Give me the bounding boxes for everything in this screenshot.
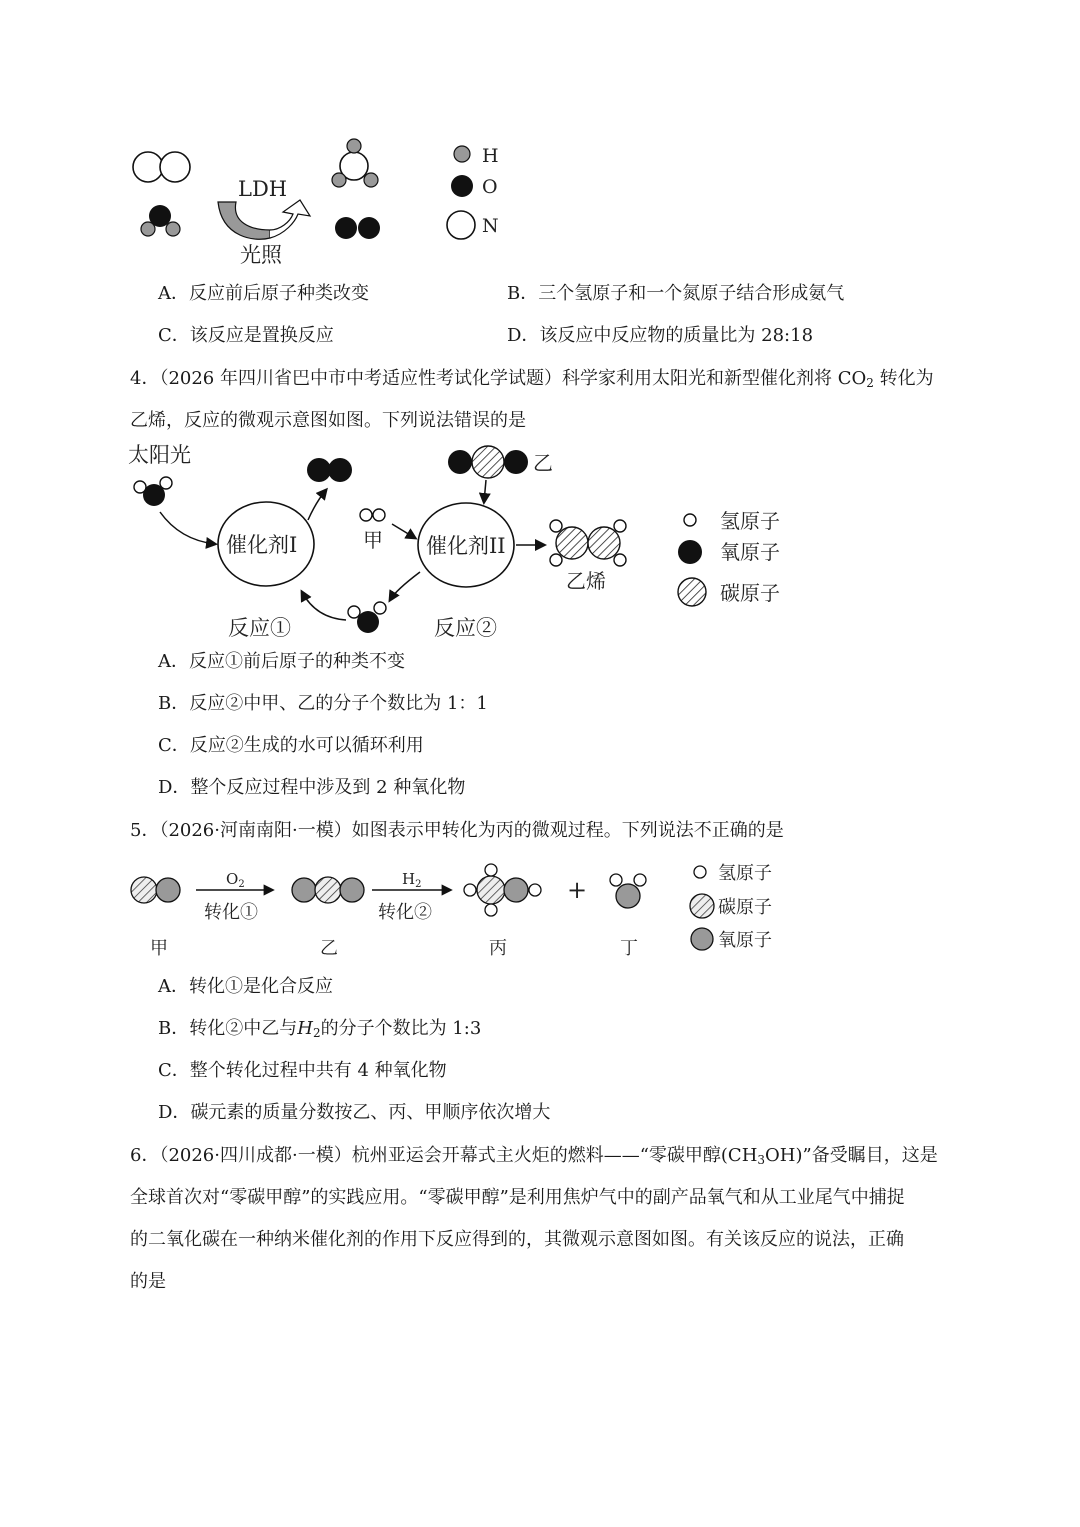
q3-option-a[interactable]: A．反应前后原子种类改变 bbox=[158, 283, 369, 304]
plus-sign: + bbox=[567, 876, 588, 904]
q5-option-d[interactable]: D．碳元素的质量分数按乙、丙、甲顺序依次增大 bbox=[158, 1102, 551, 1123]
jia-label: 甲 bbox=[363, 528, 383, 552]
legend-n: N bbox=[482, 215, 499, 237]
legend-hydrogen: 氢原子 bbox=[720, 509, 780, 533]
ding-water bbox=[610, 874, 646, 908]
o2-molecule bbox=[335, 217, 380, 239]
q4-legend bbox=[678, 509, 780, 606]
q4-stem-line1: 4．（2026 年四川省巴中市中考适应性考试化学试题）科学家利用太阳光和新型催化剂将 $CO_2$ 转化为 bbox=[130, 368, 934, 390]
reaction-arrow bbox=[218, 177, 310, 267]
water-input bbox=[134, 477, 172, 506]
q5-legend bbox=[690, 863, 772, 951]
ethylene-molecule bbox=[550, 520, 626, 566]
o2-output bbox=[307, 458, 352, 482]
legend-h: H bbox=[482, 145, 499, 167]
legend-oxygen: 氧原子 bbox=[720, 540, 780, 564]
o2-label: $O_2$ bbox=[226, 870, 245, 890]
q4-number: 4． bbox=[130, 368, 160, 389]
nh3-molecule bbox=[332, 139, 378, 187]
yi-co2 bbox=[292, 877, 364, 903]
q4-option-a[interactable]: A．反应①前后原子的种类不变 bbox=[158, 651, 405, 672]
q5-figure bbox=[120, 852, 800, 962]
legend5-carbon: 碳原子 bbox=[718, 897, 772, 918]
q6-stem-line1: 6．（2026·四川成都·一模）杭州亚运会开幕式主火炬的燃料——“零碳甲醇$(CH_3OH)$”备受瞩目，这是 bbox=[130, 1145, 938, 1167]
legend-carbon: 碳原子 bbox=[720, 581, 780, 605]
q6-stem-line3: 的二氧化碳在一种纳米催化剂的作用下反应得到的，其微观示意图如图。有关该反应的说法，正确 bbox=[130, 1229, 904, 1250]
q3-figure bbox=[120, 130, 540, 270]
q3-option-b[interactable]: B．三个氢原子和一个氮原子结合形成氨气 bbox=[507, 283, 845, 304]
label-yi: 乙 bbox=[320, 938, 338, 959]
q4-option-b[interactable]: B．反应②中甲、乙的分子个数比为 1：1 bbox=[158, 693, 488, 714]
water-recycle bbox=[348, 602, 386, 633]
catalyst1-label: 催化剂I bbox=[226, 533, 298, 557]
q3-arrow-bottom: 光照 bbox=[240, 243, 282, 267]
label-ding: 丁 bbox=[620, 938, 638, 959]
label-jia: 甲 bbox=[150, 938, 168, 959]
jia-co bbox=[131, 877, 180, 903]
q6-stem-line2: 全球首次对“零碳甲醇”的实践应用。“零碳甲醇”是利用焦炉气中的副产品氧气和从工业尾气中捕捉 bbox=[130, 1187, 905, 1208]
sunlight-label: 太阳光 bbox=[128, 443, 191, 467]
q3-option-d[interactable]: D．该反应中反应物的质量比为 28:18 bbox=[507, 325, 814, 346]
q3-arrow-top: LDH bbox=[238, 177, 288, 201]
legend5-hydrogen: 氢原子 bbox=[718, 863, 772, 884]
yi-label: 乙 bbox=[533, 451, 553, 475]
bing-methanol bbox=[464, 864, 541, 916]
q5-option-a[interactable]: A．转化①是化合反应 bbox=[158, 976, 333, 997]
step2-label: 转化② bbox=[378, 902, 432, 923]
q4-figure bbox=[120, 440, 820, 645]
h2-label: $H_2$ bbox=[402, 870, 422, 890]
q5-option-b[interactable]: B．转化②中乙与$H_2$的分子个数比为 1:3 bbox=[158, 1018, 482, 1040]
q3-option-c[interactable]: C．该反应是置换反应 bbox=[158, 325, 334, 346]
q6-stem-line4: 的是 bbox=[130, 1271, 166, 1292]
q4-option-c[interactable]: C．反应②生成的水可以循环利用 bbox=[158, 735, 424, 756]
catalyst2-label: 催化剂II bbox=[426, 534, 506, 558]
q5-option-c[interactable]: C．整个转化过程中共有 4 种氧化物 bbox=[158, 1060, 447, 1081]
step1-label: 转化① bbox=[204, 902, 258, 923]
h2o-molecule bbox=[141, 205, 180, 236]
legend5-oxygen: 氧原子 bbox=[718, 930, 772, 951]
reaction1-label: 反应① bbox=[228, 616, 291, 640]
label-bing: 丙 bbox=[489, 938, 507, 959]
q3-legend bbox=[447, 145, 499, 239]
q6-number: 6． bbox=[130, 1145, 160, 1166]
co2-yi bbox=[448, 446, 528, 478]
q4-stem-line2: 乙烯，反应的微观示意图如图。下列说法错误的是 bbox=[130, 410, 526, 431]
legend-o: O bbox=[482, 176, 498, 198]
q4-option-d[interactable]: D．整个反应过程中涉及到 2 种氧化物 bbox=[158, 777, 466, 798]
reaction2-label: 反应② bbox=[434, 616, 497, 640]
q5-stem: 5．（2026·河南南阳·一模）如图表示甲转化为丙的微观过程。下列说法不正确的是 bbox=[130, 820, 784, 841]
h2-jia bbox=[360, 509, 385, 521]
n2-molecule bbox=[133, 152, 190, 182]
ethylene-label: 乙烯 bbox=[566, 569, 606, 593]
q5-number: 5． bbox=[130, 820, 160, 841]
